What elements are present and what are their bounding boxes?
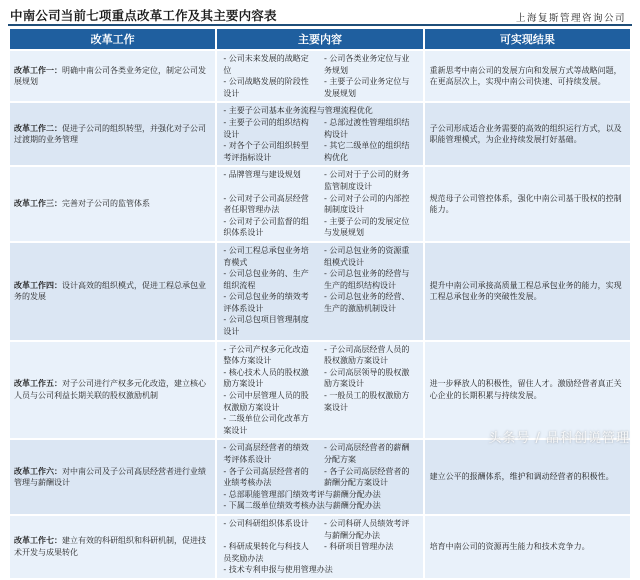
content-item: - 核心技术人员的股权激励方案设计 bbox=[223, 367, 309, 389]
content-item: - 总部职能管理部门绩效考评与薪酬分配办法 bbox=[223, 489, 381, 499]
reform-cell bbox=[9, 102, 216, 166]
table-row bbox=[9, 341, 631, 440]
result-cell: 建立公平的报酬体系，维护和调动经营者的积极性。 bbox=[424, 439, 631, 515]
content-item: - 品牌管理与建设规划 bbox=[223, 170, 301, 180]
content-item: - 对各个子公司组织转型考评指标设计 bbox=[223, 141, 309, 162]
reform-cell bbox=[9, 515, 216, 579]
content-item: - 子公司高层经营人员的股权激励方案设计 bbox=[323, 344, 410, 366]
result-cell: 提升中南公司承接高质量工程总承包业务的能力，实现工程总承包业务的突破性发展。 bbox=[424, 242, 631, 341]
content-item: - 各子公司高层经营者的业绩考核办法 bbox=[223, 466, 309, 488]
content-item: - 公司科研人员绩效考评与薪酬分配办法 bbox=[323, 518, 410, 540]
reform-tag: 改革工作六： bbox=[14, 466, 62, 476]
reform-table bbox=[8, 27, 632, 580]
company-name: 上海复斯管理咨询公司 bbox=[515, 13, 626, 24]
reform-tag: 改革工作三： bbox=[14, 199, 62, 209]
content-cell bbox=[216, 439, 423, 515]
content-item: - 公司对子公司高层经营者任职管理办法 bbox=[223, 193, 309, 215]
table-row bbox=[9, 439, 631, 515]
content-cell bbox=[216, 515, 423, 579]
content-item: - 科研成果转化与科技人员奖励办法 bbox=[223, 542, 309, 563]
content-item: - 公司中层管理人员的股权激励方案设计 bbox=[223, 391, 309, 412]
content-item: - 公司未来发展的战略定位 bbox=[223, 54, 309, 75]
content-item: - 公司总包业务的绩效考评体系设计 bbox=[223, 292, 309, 313]
content-item: - 一般员工的股权激励方案设计 bbox=[323, 391, 410, 412]
table-row bbox=[9, 515, 631, 579]
reform-tag: 改革工作四： bbox=[14, 280, 62, 290]
reform-cell bbox=[9, 341, 216, 440]
content-cell bbox=[216, 242, 423, 341]
content-item: - 主要子公司业务定位与发展规划 bbox=[323, 77, 410, 98]
content-cell bbox=[216, 166, 423, 242]
header-main-content: 主要内容 bbox=[216, 28, 423, 50]
table-row bbox=[9, 242, 631, 341]
content-item: - 公司对子公司监督的组织体系设计 bbox=[223, 216, 309, 238]
content-item: - 公司战略发展的阶段性设计 bbox=[223, 77, 309, 98]
content-item: - 子公司产权多元化改造整体方案设计 bbox=[223, 344, 309, 366]
content-item: - 公司科研组织体系设计 bbox=[223, 518, 309, 528]
content-item: - 主要子公司基本业务流程与管理流程优化 bbox=[223, 106, 373, 116]
reform-cell bbox=[9, 50, 216, 102]
result-cell: 子公司形成适合业务需要的高效的组织运行方式，以及职能管理模式，为企业持续发展打好基础。 bbox=[424, 102, 631, 166]
table-row bbox=[9, 102, 631, 166]
content-cell bbox=[216, 341, 423, 440]
reform-name: 明确中南公司各类业务定位，制定公司发展规划 bbox=[14, 65, 206, 87]
header-reform-work: 改革工作 bbox=[9, 28, 216, 50]
content-item: - 公司高层经营者的绩效考评体系设计 bbox=[223, 443, 309, 464]
content-item: - 主要子公司的发展定位与发展规划 bbox=[323, 216, 410, 238]
table-row bbox=[9, 166, 631, 242]
content-item: - 科研项目管理办法 bbox=[323, 542, 394, 552]
result-cell: 重新思考中南公司的发展方向和发展方式等战略问题，在更高层次上，实现中南公司快速、可持续发展。 bbox=[424, 50, 631, 102]
title-divider bbox=[8, 24, 632, 26]
content-item: - 公司对于子公司的财务监管制度设计 bbox=[323, 170, 410, 191]
content-item: - 总部过渡性管理组织结构设计 bbox=[323, 117, 410, 139]
result-cell: 规范母子公司管控体系，强化中南公司基于股权的控制能力。 bbox=[424, 166, 631, 242]
reform-cell bbox=[9, 242, 216, 341]
content-item: - 公司高层领导的股权激励方案设计 bbox=[323, 367, 410, 389]
reform-tag: 改革工作二： bbox=[14, 123, 62, 133]
watermark: 头条号 / 品科创说管理 bbox=[488, 431, 630, 446]
content-item: - 公司总包业务的经营与生产的组织结构设计 bbox=[323, 269, 410, 290]
reform-tag: 改革工作七： bbox=[14, 536, 62, 546]
content-item: - 二级单位公司化改革方案设计 bbox=[223, 414, 309, 435]
reform-name: 完善对子公司的监管体系 bbox=[62, 199, 150, 209]
reform-name: 对子公司进行产权多元化改造，建立核心人员与公司利益长期关联的股权激励机制 bbox=[14, 379, 206, 401]
content-item: - 公司总包业务的经营、生产的激励机制设计 bbox=[323, 292, 410, 313]
content-cell bbox=[216, 102, 423, 166]
reform-tag: 改革工作一： bbox=[14, 65, 62, 75]
reform-name: 设计高效的组织模式，促进工程总承包业务的发展 bbox=[14, 280, 206, 302]
reform-cell bbox=[9, 439, 216, 515]
content-item: - 公司总包项目管理制度设计 bbox=[223, 315, 309, 337]
content-item: - 公司总包业务的、生产组织流程 bbox=[223, 269, 309, 290]
content-item: - 公司工程总承包业务培育模式 bbox=[223, 245, 309, 267]
reform-name: 对中南公司及子公司高层经营者进行业绩管理与薪酬设计 bbox=[14, 466, 206, 488]
content-item: - 其它二级单位的组织结构优化 bbox=[323, 141, 410, 162]
reform-name: 促进子公司的组织转型，并强化对子公司过渡期的业务管理 bbox=[14, 123, 206, 145]
table-row bbox=[9, 50, 631, 102]
content-item: - 公司高层经营者的薪酬分配方案 bbox=[323, 443, 410, 464]
content-item: - 主要子公司的组织结构设计 bbox=[223, 117, 309, 139]
reform-tag: 改革工作五： bbox=[14, 379, 62, 389]
header-achievable-result: 可实现结果 bbox=[424, 28, 631, 50]
content-item: - 技术专利申报与使用管理办法 bbox=[223, 565, 333, 575]
content-item: - 公司对子公司的内部控制制度设计 bbox=[323, 193, 410, 215]
table-header-row bbox=[9, 28, 631, 50]
result-cell: 培育中南公司的资源再生能力和技术竞争力。 bbox=[424, 515, 631, 579]
content-item: - 各子公司高层经营者的薪酬分配方案设计 bbox=[323, 466, 410, 488]
page-title: 中南公司当前七项重点改革工作及其主要内容表 bbox=[10, 8, 277, 23]
reform-cell bbox=[9, 166, 216, 242]
result-cell: 进一步释放人的积极性，留住人才。激励经营者真正关心企业的长期积累与持续发展。 bbox=[424, 341, 631, 440]
content-item: - 公司总包业务的资源重组模式设计 bbox=[323, 245, 410, 267]
content-item: - 公司各类业务定位与业务规划 bbox=[323, 54, 410, 75]
content-item: - 下属二级单位绩效考核办法与薪酬分配办法 bbox=[223, 501, 381, 511]
reform-name: 建立有效的科研组织和科研机制，促进技术开发与成果转化 bbox=[14, 536, 206, 557]
content-cell bbox=[216, 50, 423, 102]
